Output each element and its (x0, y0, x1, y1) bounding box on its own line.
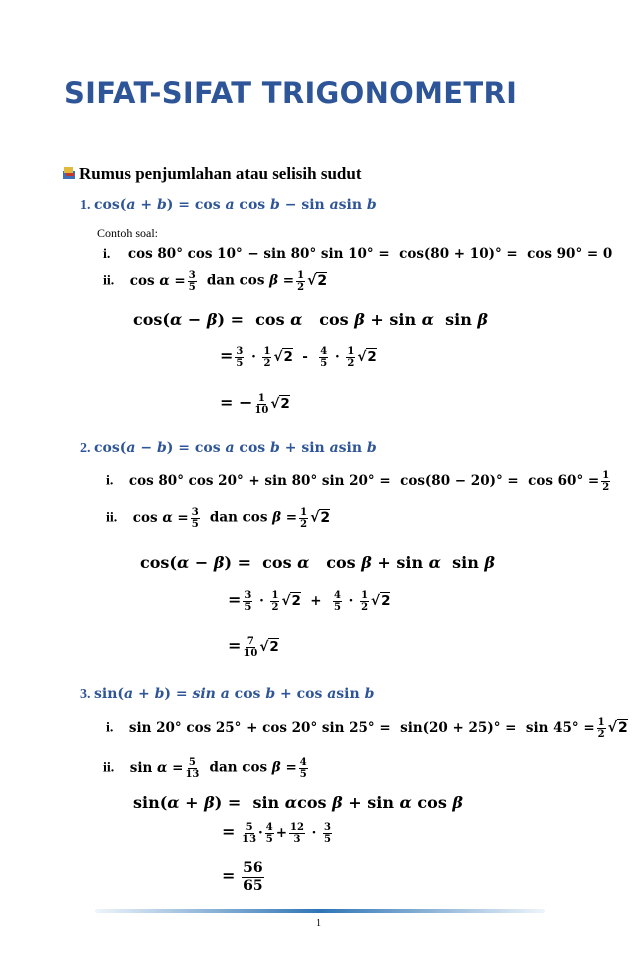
derivation-3-line-2: = $\frac{5}{13}$ · $\frac{4}{5}$ + $\frac{12}{3}$ · $\frac{3}{5}$ (222, 822, 332, 845)
roman-ii: ii. (103, 273, 115, 289)
heading-row (62, 164, 361, 184)
example-1-i: i. cos 80° cos 10° − sin 80° sin 10° = cos(80 + 10)° = cos 90° = 0 (103, 246, 613, 262)
bullet-icon (62, 166, 76, 180)
example-1-ii: ii. cos α = $\frac{3}{5}$ dan cos β = $\frac{1}{2}$ √2 (103, 270, 328, 293)
page-title: SIFAT-SIFAT TRIGONOMETRI (64, 76, 518, 110)
item-number-1: 1. (80, 198, 91, 213)
example-3-i: i. sin 20° cos 25° + cos 20° sin 25° = sin(20 + 25)° = sin 45° = $\frac{1}{2}$ √2 (106, 717, 628, 740)
example-3-ii: ii. sin α = $\frac{5}{13}$ dan cos β = $\frac{4}{5}$ (103, 757, 307, 780)
example-2-i: i. cos 80° cos 20° + sin 80° sin 20° = cos(80 − 20)° = cos 60° = $\frac{1}{2}$ (106, 470, 610, 493)
contoh-label-1: Contoh soal: (97, 226, 159, 240)
section-heading: Rumus penjumlahan atau selisih sudut (79, 164, 362, 183)
derivation-2-line-2: = $\frac{3}{5}$ · $\frac{1}{2}$ √2 + $\frac{4}{5}$ · $\frac{1}{2}$ √2 (228, 590, 391, 613)
roman-i: i. (103, 247, 111, 262)
item-number-2: 2. (80, 441, 91, 456)
derivation-1-line-1: cos(α − β) = cos α cos β + sin α sin β (133, 310, 489, 329)
roman-ii: ii. (103, 760, 115, 776)
formula-3: 3. sin(a + b) = sin a cos b + cos asin b (80, 686, 375, 702)
derivation-3-line-3: = $\frac{56}{65}$ (222, 860, 263, 894)
roman-i: i. (106, 720, 114, 736)
formula-1: 1. cos(a + b) = cos a cos b − sin asin b (80, 197, 377, 213)
roman-ii: ii. (106, 510, 118, 526)
derivation-1-line-2: = $\frac{3}{5}$ · $\frac{1}{2}$ √2 - $\frac{4}{5}$ · $\frac{1}{2}$ √2 (220, 346, 377, 369)
derivation-2-line-3: = $\frac{7}{10}$ √2 (228, 636, 279, 659)
formula-2: 2. cos(a − b) = cos a cos b + sin asin b (80, 440, 377, 456)
derivation-3-line-1: sin(α + β) = sin αcos β + sin α cos β (133, 793, 464, 812)
footer-divider (95, 909, 545, 913)
example-2-ii: ii. cos α = $\frac{3}{5}$ dan cos β = $\frac{1}{2}$ √2 (106, 507, 331, 530)
derivation-2-line-1: cos(α − β) = cos α cos β + sin α sin β (140, 553, 496, 572)
page-number: 1 (316, 918, 321, 929)
item-number-3: 3. (80, 687, 91, 702)
roman-i: i. (106, 473, 114, 489)
derivation-1-line-3: = − $\frac{1}{10}$ √2 (220, 393, 290, 416)
